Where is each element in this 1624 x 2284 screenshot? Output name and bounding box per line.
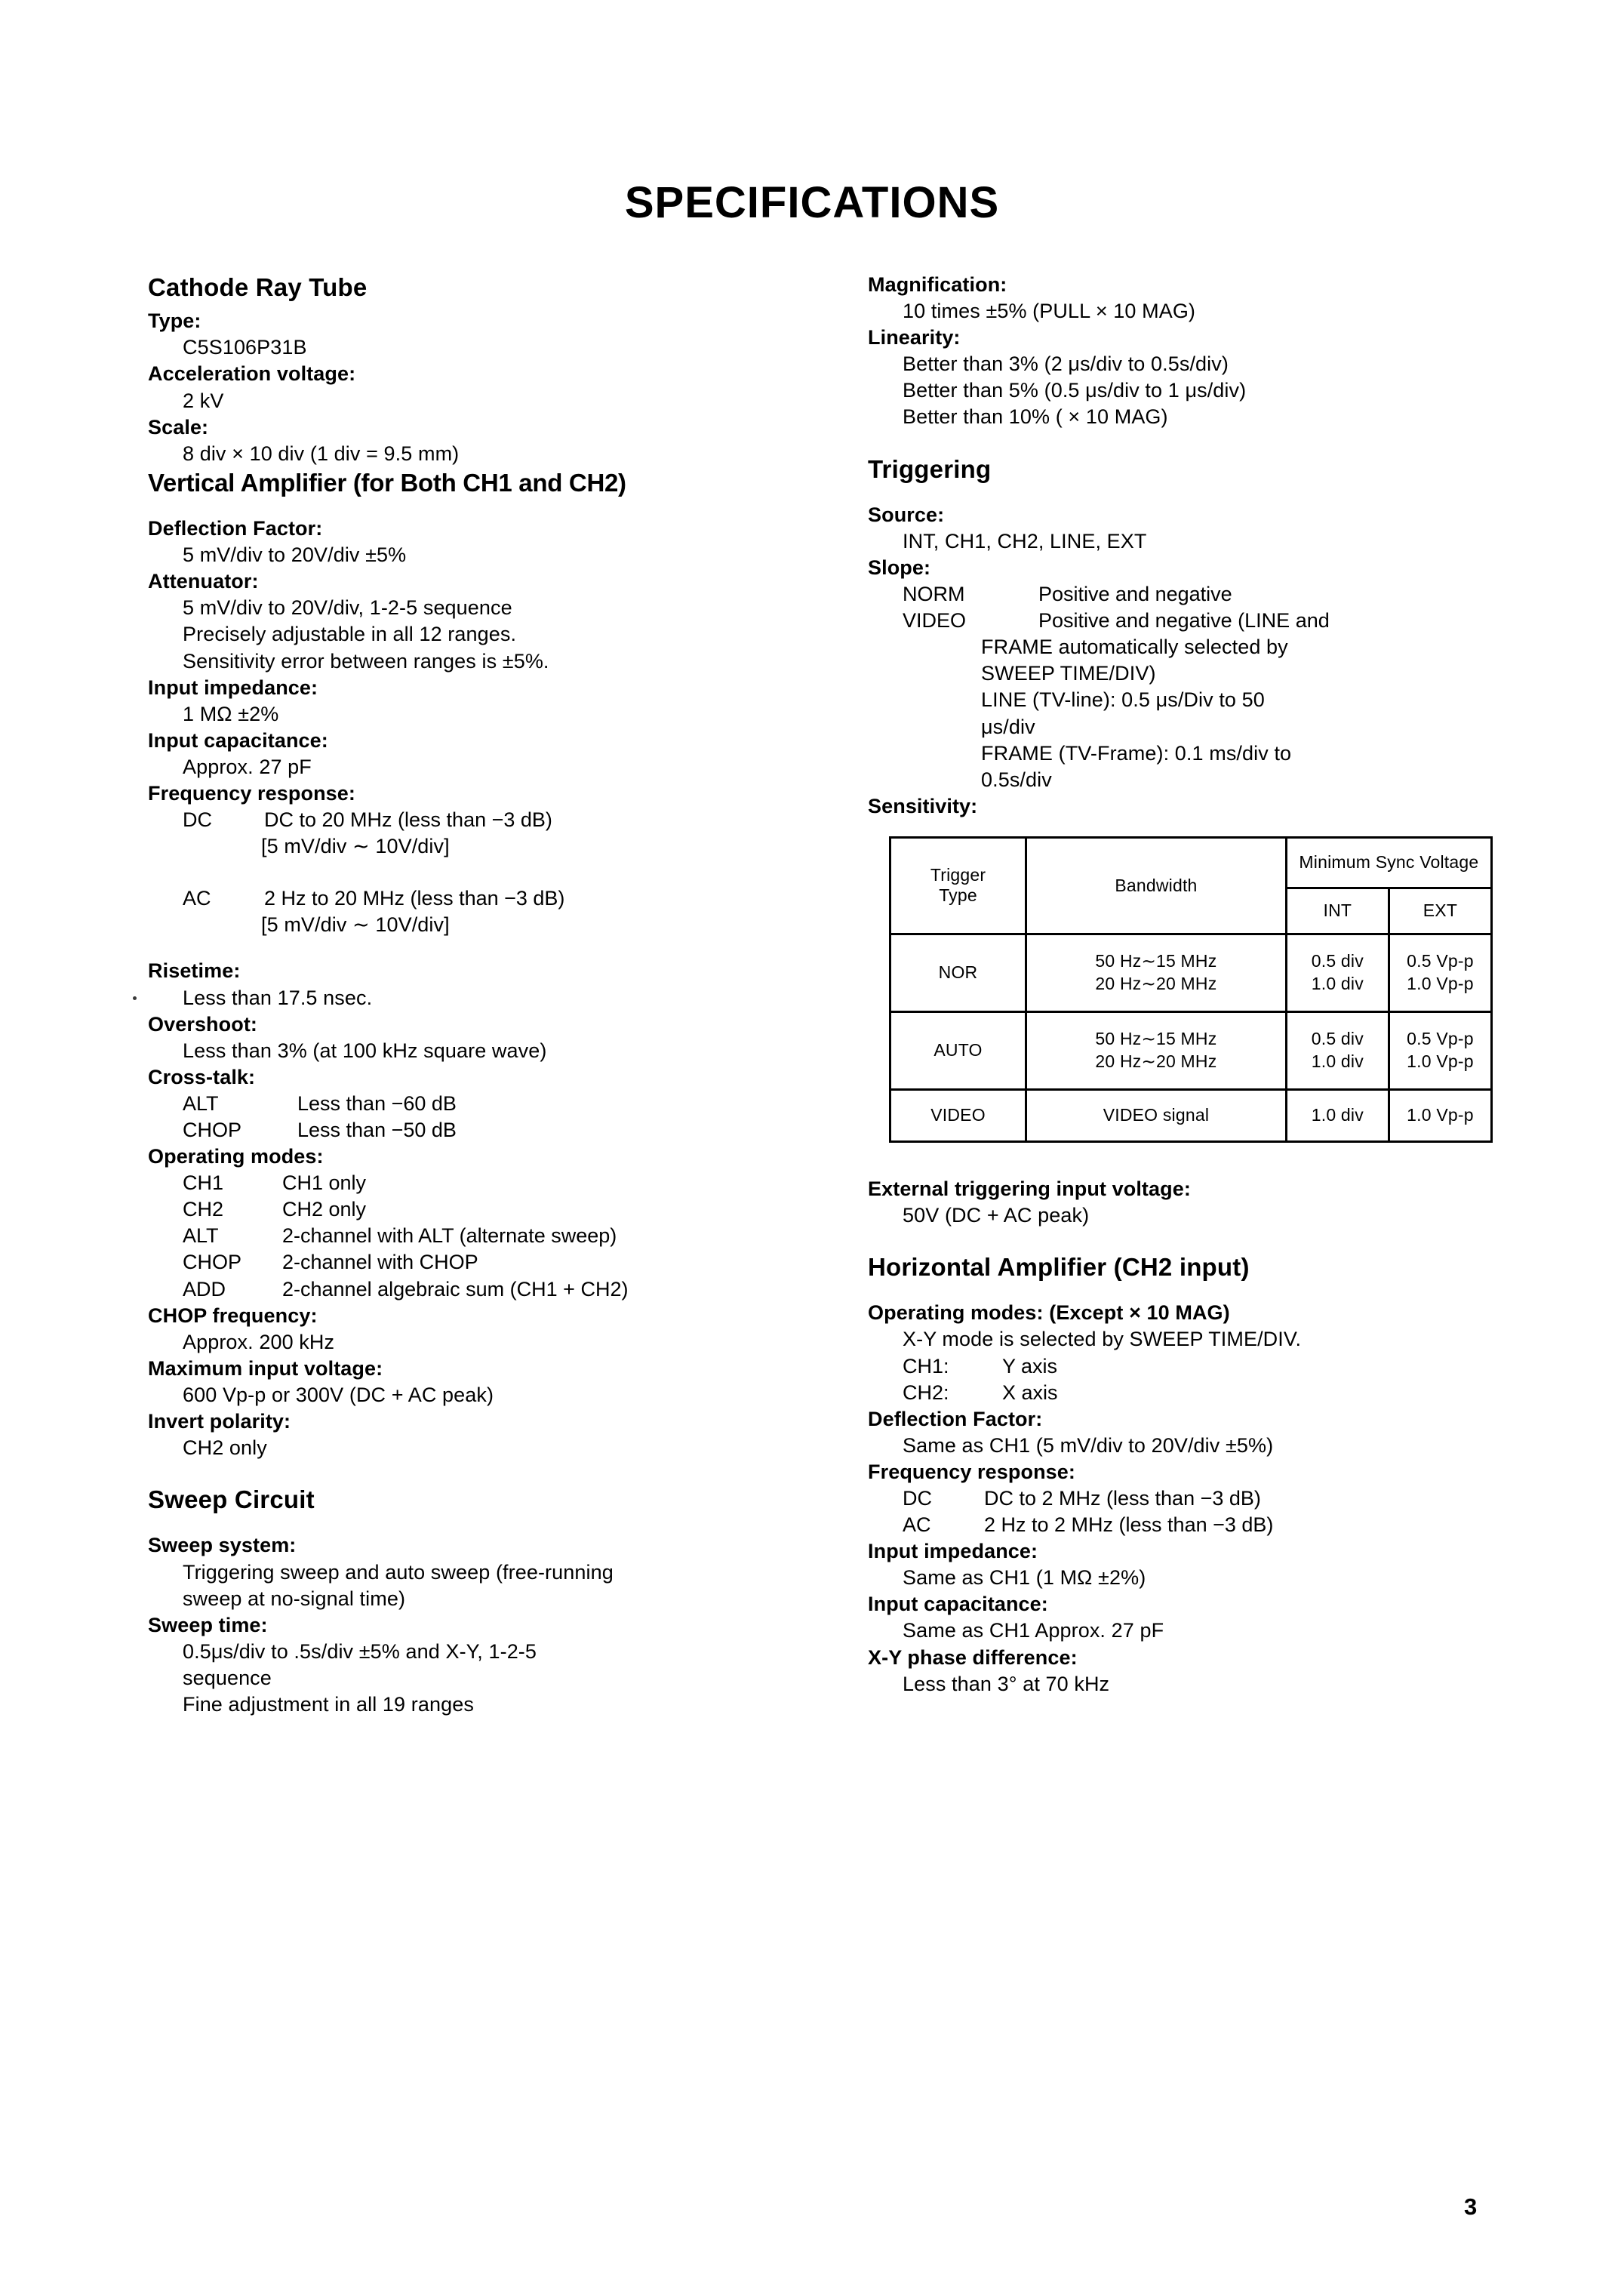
value-sweep-system-line1: Triggering sweep and auto sweep (free-running <box>183 1560 614 1584</box>
value-axis-ch1: Y axis <box>1002 1354 1058 1377</box>
label-deflection-factor: Deflection Factor: <box>148 517 323 540</box>
value-scale: 8 div × 10 div (1 div = 9.5 mm) <box>183 442 460 465</box>
value-deflection-factor: 5 mV/div to 20V/div ±5% <box>183 543 407 567</box>
label-linearity: Linearity: <box>868 326 961 349</box>
label-trigger-source: Source: <box>868 503 945 526</box>
value-operating-mode-chop: 2-channel with CHOP <box>282 1251 478 1274</box>
key-crosstalk-alt: ALT <box>183 1091 219 1115</box>
value-slope-video-line3: SWEEP TIME/DIV) <box>981 662 1156 685</box>
row-slope-video <box>903 608 1539 634</box>
value-operating-mode-alt: 2-channel with ALT (alternate sweep) <box>282 1224 617 1248</box>
label-risetime: Risetime: <box>148 959 241 983</box>
value-slope-video-line4: LINE (TV-line): 0.5 μs/Div to 50 <box>981 688 1265 712</box>
table-row <box>890 1011 1492 1089</box>
label-sensitivity: Sensitivity: <box>868 794 978 817</box>
key-operating-mode-add: ADD <box>183 1277 226 1301</box>
label-horizontal-input-capacitance: Input capacitance: <box>868 1593 1048 1616</box>
spacer <box>148 1520 812 1532</box>
value-slope-video-line5: μs/div <box>981 715 1035 738</box>
label-chop-frequency: CHOP frequency: <box>148 1304 318 1327</box>
value-slope-video-line7: 0.5s/div <box>981 768 1052 791</box>
cell-ext-auto-line2: 1.0 Vp-p <box>1407 1051 1474 1071</box>
value-horizontal-input-capacitance: Same as CH1 Approx. 27 pF <box>903 1619 1164 1642</box>
label-maximum-input-voltage: Maximum input voltage: <box>148 1356 383 1380</box>
cell-int-nor <box>1286 934 1389 1011</box>
label-sweep-system: Sweep system: <box>148 1534 297 1557</box>
value-input-capacitance: Approx. 27 pF <box>183 755 312 778</box>
row-operating-mode-ch2 <box>183 1196 812 1223</box>
key-axis-ch2: CH2: <box>903 1381 949 1404</box>
value-crt-type: C5S106P31B <box>183 336 307 359</box>
section-heading-vertical-amplifier: Vertical Amplifier (for Both CH1 and CH2) <box>148 468 626 497</box>
cell-bandwidth-auto-line1: 50 Hz∼15 MHz <box>1095 1029 1217 1049</box>
header-trigger-type-line2: Type <box>939 885 977 906</box>
right-column <box>868 272 1539 1698</box>
value-sweep-time-line2: sequence <box>183 1666 272 1689</box>
value-horizontal-frequency-ac: 2 Hz to 2 MHz (less than −3 dB) <box>984 1513 1274 1537</box>
spacer <box>148 503 812 516</box>
row-horizontal-frequency-ac <box>903 1512 1539 1538</box>
spacer <box>148 860 812 885</box>
row-operating-mode-chop <box>183 1249 812 1276</box>
label-xy-phase-difference: X-Y phase difference: <box>868 1645 1078 1669</box>
row-crosstalk-chop <box>183 1117 812 1144</box>
page-title: SPECIFICATIONS <box>624 177 1000 227</box>
header-bandwidth: Bandwidth <box>1026 837 1287 934</box>
key-slope-norm: NORM <box>903 583 965 606</box>
section-heading-cathode-ray-tube: Cathode Ray Tube <box>148 273 368 301</box>
value-horizontal-deflection-factor: Same as CH1 (5 mV/div to 20V/div ±5%) <box>903 1433 1274 1457</box>
row-horizontal-frequency-dc <box>903 1485 1539 1512</box>
value-acceleration-voltage: 2 kV <box>183 389 224 412</box>
section-heading-horizontal-amplifier: Horizontal Amplifier (CH2 input) <box>868 1253 1250 1282</box>
label-horizontal-frequency-response: Frequency response: <box>868 1460 1075 1483</box>
value-operating-mode-ch2: CH2 only <box>282 1198 367 1221</box>
cell-trigger-type-nor: NOR <box>890 934 1026 1011</box>
label-invert-polarity: Invert polarity: <box>148 1410 291 1433</box>
cell-bandwidth-auto-line2: 20 Hz∼20 MHz <box>1095 1051 1217 1071</box>
value-maximum-input-voltage: 600 Vp-p or 300V (DC + AC peak) <box>183 1383 494 1406</box>
value-overshoot: Less than 3% (at 100 kHz square wave) <box>183 1039 547 1062</box>
cell-int-auto-line2: 1.0 div <box>1311 1051 1364 1071</box>
value-risetime: Less than 17.5 nsec. <box>183 986 373 1009</box>
key-operating-mode-alt: ALT <box>183 1224 219 1248</box>
cell-int-nor-line1: 0.5 div <box>1311 951 1364 971</box>
value-invert-polarity: CH2 only <box>183 1436 267 1460</box>
label-overshoot: Overshoot: <box>148 1012 258 1036</box>
value-input-impedance: 1 MΩ ±2% <box>183 702 279 725</box>
label-external-triggering-input-voltage: External triggering input voltage: <box>868 1177 1191 1200</box>
cell-bandwidth-nor-line2: 20 Hz∼20 MHz <box>1095 973 1217 993</box>
label-scale: Scale: <box>148 415 209 439</box>
label-horizontal-input-impedance: Input impedance: <box>868 1540 1038 1563</box>
value-attenuator-line1: 5 mV/div to 20V/div, 1-2-5 sequence <box>183 596 512 620</box>
header-trigger-type-line1: Trigger <box>930 865 986 885</box>
header-trigger-type <box>890 837 1026 934</box>
row-operating-mode-ch1 <box>183 1170 812 1196</box>
cell-ext-auto-line1: 0.5 Vp-p <box>1407 1029 1474 1049</box>
left-column <box>148 272 812 1718</box>
key-slope-video: VIDEO <box>903 609 967 633</box>
sensitivity-table <box>889 836 1493 1143</box>
cell-trigger-type-video: VIDEO <box>890 1089 1026 1141</box>
cell-bandwidth-nor <box>1026 934 1287 1011</box>
row-axis-ch2 <box>903 1380 1539 1406</box>
row-frequency-response-ac <box>183 885 812 912</box>
value-xy-phase-difference: Less than 3° at 70 kHz <box>903 1672 1110 1695</box>
key-horizontal-frequency-ac: AC <box>903 1513 931 1537</box>
label-frequency-response: Frequency response: <box>148 781 355 805</box>
value-sweep-system-line2: sweep at no-signal time) <box>183 1587 406 1610</box>
key-operating-mode-chop: CHOP <box>183 1251 242 1274</box>
cell-int-auto-line1: 0.5 div <box>1311 1029 1364 1049</box>
label-trigger-slope: Slope: <box>868 556 931 579</box>
label-operating-modes: Operating modes: <box>148 1145 324 1168</box>
value-slope-video-line2: FRAME automatically selected by <box>981 636 1288 659</box>
value-crosstalk-alt: Less than −60 dB <box>297 1091 457 1115</box>
table-row <box>890 1089 1492 1141</box>
value-operating-mode-ch1: CH1 only <box>282 1171 367 1195</box>
value-horizontal-input-impedance: Same as CH1 (1 MΩ ±2%) <box>903 1566 1146 1590</box>
cell-bandwidth-auto <box>1026 1011 1287 1089</box>
section-heading-triggering: Triggering <box>868 454 992 483</box>
value-chop-frequency: Approx. 200 kHz <box>183 1330 335 1353</box>
cell-trigger-type-auto: AUTO <box>890 1011 1026 1089</box>
value-sweep-time-line3: Fine adjustment in all 19 ranges <box>183 1693 474 1716</box>
value-frequency-dc: DC to 20 MHz (less than −3 dB) <box>264 808 552 832</box>
label-attenuator: Attenuator: <box>148 570 259 593</box>
value-external-triggering-input-voltage: 50V (DC + AC peak) <box>903 1204 1090 1227</box>
label-magnification: Magnification: <box>868 273 1007 296</box>
value-crosstalk-chop: Less than −50 dB <box>297 1119 457 1141</box>
value-sweep-time-line1: 0.5μs/div to .5s/div ±5% and X-Y, 1-2-5 <box>183 1639 537 1663</box>
key-operating-mode-ch2: CH2 <box>183 1198 224 1221</box>
label-input-impedance: Input impedance: <box>148 676 318 699</box>
value-slope-norm: Positive and negative <box>1038 583 1232 606</box>
header-minimum-sync-voltage: Minimum Sync Voltage <box>1286 837 1491 888</box>
spacer <box>868 490 1539 502</box>
row-slope-norm <box>903 581 1539 608</box>
label-horizontal-deflection-factor: Deflection Factor: <box>868 1407 1043 1430</box>
label-horizontal-operating-modes: Operating modes: (Except × 10 MAG) <box>868 1301 1230 1325</box>
table-row <box>890 934 1492 1011</box>
label-input-capacitance: Input capacitance: <box>148 728 328 752</box>
key-horizontal-frequency-dc: DC <box>903 1487 932 1510</box>
value-slope-video-line6: FRAME (TV-Frame): 0.1 ms/div to <box>981 741 1292 765</box>
cell-int-nor-line2: 1.0 div <box>1311 973 1364 993</box>
value-axis-ch2: X axis <box>1002 1381 1058 1404</box>
header-ext: EXT <box>1389 888 1491 934</box>
key-frequency-ac: AC <box>183 887 211 910</box>
row-operating-mode-add <box>183 1276 812 1303</box>
spacer <box>868 1143 1539 1176</box>
key-axis-ch1: CH1: <box>903 1354 949 1377</box>
key-frequency-dc: DC <box>183 808 212 832</box>
key-operating-mode-ch1: CH1 <box>183 1171 224 1195</box>
cell-ext-nor-line1: 0.5 Vp-p <box>1407 951 1474 971</box>
key-crosstalk-chop: CHOP <box>183 1119 242 1141</box>
value-trigger-source: INT, CH1, CH2, LINE, EXT <box>903 529 1147 553</box>
row-frequency-response-dc <box>183 807 812 833</box>
label-crt-type: Type: <box>148 309 201 333</box>
cell-bandwidth-nor-line1: 50 Hz∼15 MHz <box>1095 951 1217 971</box>
row-operating-mode-alt <box>183 1223 812 1249</box>
value-linearity-line1: Better than 3% (2 μs/div to 0.5s/div) <box>903 352 1229 376</box>
value-horizontal-frequency-dc: DC to 2 MHz (less than −3 dB) <box>984 1487 1261 1510</box>
value-frequency-ac: 2 Hz to 20 MHz (less than −3 dB) <box>264 887 565 910</box>
label-acceleration-voltage: Acceleration voltage: <box>148 362 356 386</box>
value-frequency-dc-range: [5 mV/div ∼ 10V/div] <box>261 835 450 858</box>
header-int: INT <box>1286 888 1389 934</box>
table-header-row-1 <box>890 837 1492 888</box>
value-frequency-ac-range: [5 mV/div ∼ 10V/div] <box>261 913 450 937</box>
value-horizontal-operating-modes-line: X-Y mode is selected by SWEEP TIME/DIV. <box>903 1328 1302 1351</box>
value-attenuator-line2: Precisely adjustable in all 12 ranges. <box>183 623 517 646</box>
value-slope-video-line1: Positive and negative (LINE and <box>1038 609 1330 633</box>
cell-ext-nor-line2: 1.0 Vp-p <box>1407 973 1474 993</box>
label-sweep-time: Sweep time: <box>148 1613 268 1636</box>
cell-ext-nor <box>1389 934 1491 1011</box>
value-operating-mode-add: 2-channel algebraic sum (CH1 + CH2) <box>282 1277 629 1301</box>
value-linearity-line2: Better than 5% (0.5 μs/div to 1 μs/div) <box>903 379 1247 402</box>
value-magnification: 10 times ±5% (PULL × 10 MAG) <box>903 300 1196 323</box>
label-cross-talk: Cross-talk: <box>148 1065 256 1088</box>
cell-bandwidth-video: VIDEO signal <box>1026 1089 1287 1141</box>
page-number: 3 <box>1464 2193 1478 2220</box>
row-crosstalk-alt <box>183 1091 812 1117</box>
spacer <box>868 1288 1539 1300</box>
row-axis-ch1 <box>903 1353 1539 1380</box>
cell-ext-video: 1.0 Vp-p <box>1389 1089 1491 1141</box>
sensitivity-table-wrapper <box>889 836 1493 1143</box>
cell-int-auto <box>1286 1011 1389 1089</box>
section-heading-sweep-circuit: Sweep Circuit <box>148 1485 315 1514</box>
cell-int-video: 1.0 div <box>1286 1089 1389 1141</box>
value-attenuator-line3: Sensitivity error between ranges is ±5%. <box>183 649 549 673</box>
scan-artifact-speck <box>133 996 137 1000</box>
spacer <box>148 938 812 958</box>
value-linearity-line3: Better than 10% ( × 10 MAG) <box>903 405 1168 429</box>
cell-ext-auto <box>1389 1011 1491 1089</box>
